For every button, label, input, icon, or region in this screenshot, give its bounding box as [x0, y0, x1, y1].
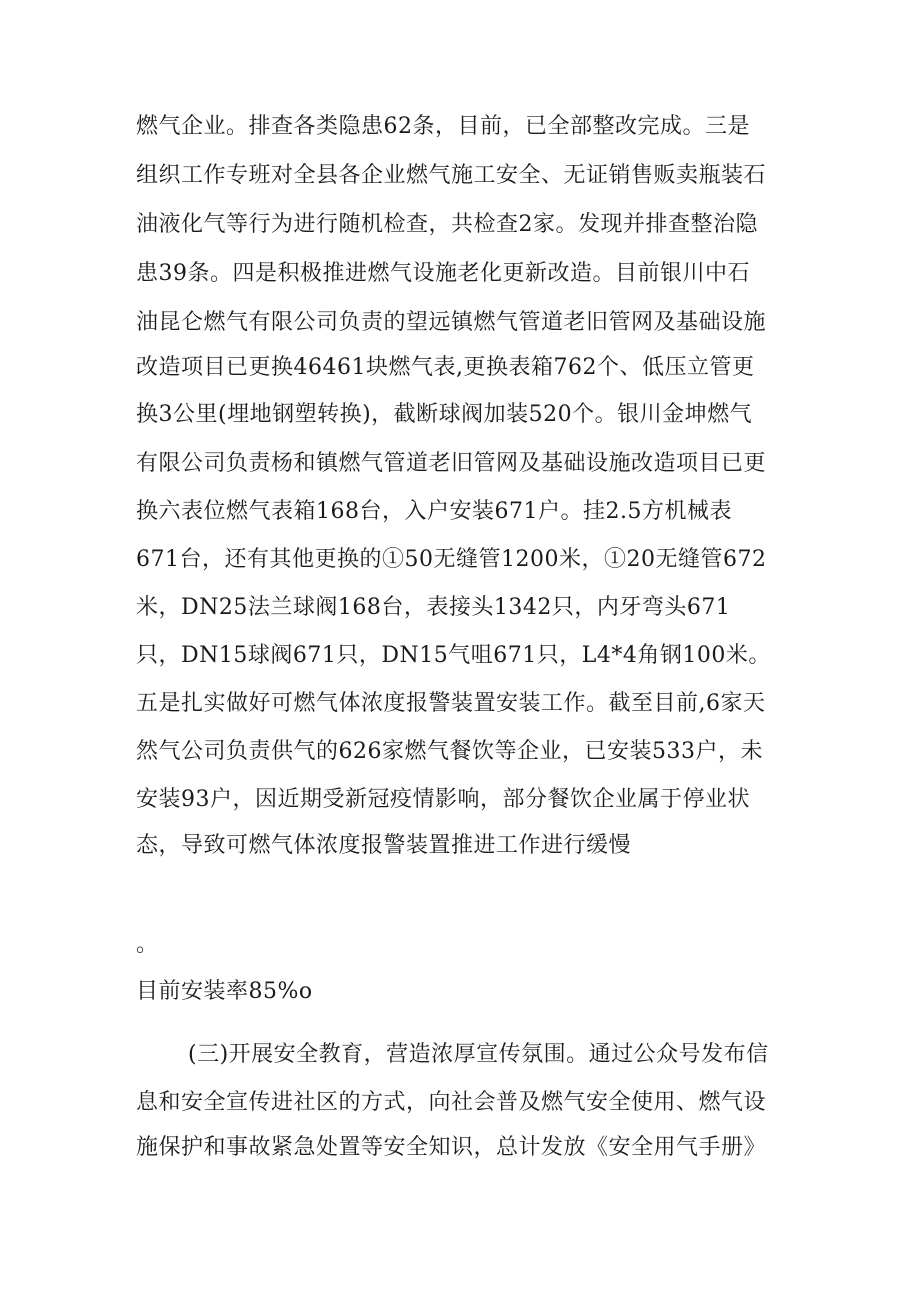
paragraph-line: 患39条。四是积极推进燃气设施老化更新改造。目前银川中石 [136, 261, 750, 286]
stray-period: 。 [136, 932, 159, 957]
paragraph-line: 油液化气等行为进行随机检查，共检查2家。发现并排查整治隐 [136, 212, 758, 237]
paragraph-line: 燃气企业。排查各类隐患62条，目前，已全部整改完成。三是 [136, 114, 750, 139]
paragraph-line: 态，导致可燃气体浓度报警装置推进工作进行缓慢 [136, 833, 632, 858]
paragraph-line: 换3公里(埋地钢塑转换)，截断球阀加装520个。银川金坤燃气 [136, 402, 753, 427]
paragraph-line: 然气公司负责供气的626家燃气餐饮等企业，已安装533户，未 [136, 739, 763, 764]
install-rate-line: 目前安装率85%o [136, 979, 313, 1004]
paragraph-line: 换六表位燃气表箱168台，入户安装671户。挂2.5方机械表 [136, 499, 732, 524]
paragraph-line: 改造项目已更换46461块燃气表,更换表箱762个、低压立管更 [136, 355, 755, 380]
paragraph-line: 油昆仑燃气有限公司负责的望远镇燃气管道老旧管网及基础设施 [136, 310, 767, 335]
paragraph-line: 安装93户，因近期受新冠疫情影响，部分餐饮企业属于停业状 [136, 787, 750, 812]
paragraph-line: 组织工作专班对全县各企业燃气施工安全、无证销售贩卖瓶装石 [136, 163, 767, 188]
paragraph-line: 671台，还有其他更换的①50无缝管1200米，①20无缝管672 [136, 547, 767, 572]
paragraph-line: 有限公司负责杨和镇燃气管道老旧管网及基础设施改造项目已更 [136, 451, 767, 476]
paragraph-line: 施保护和事故紧急处置等安全知识，总计发放《安全用气手册》 [136, 1135, 767, 1160]
section-heading-line: (三)开展安全教育，营造浓厚宣传氛围。通过公众号发布信 [188, 1042, 769, 1067]
paragraph-line: 米，DN25法兰球阀168台，表接头1342只，内牙弯头671 [136, 595, 731, 620]
paragraph-line: 只，DN15球阀671只，DN15气咀671只，L4*4角钢100米。 [136, 643, 771, 668]
paragraph-line: 息和安全宣传进社区的方式，向社会普及燃气安全使用、燃气设 [136, 1090, 767, 1115]
paragraph-line: 五是扎实做好可燃气体浓度报警装置安装工作。截至目前,6家天 [136, 691, 766, 716]
